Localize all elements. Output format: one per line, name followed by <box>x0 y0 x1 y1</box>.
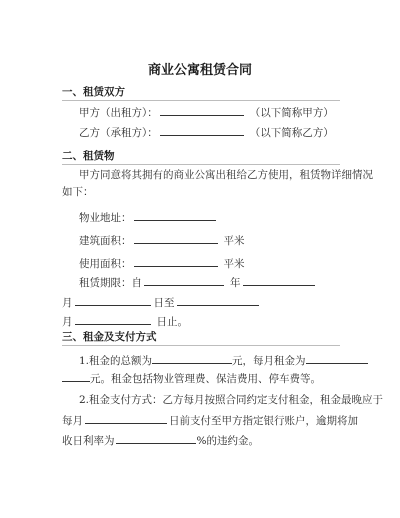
lease-term-line1 <box>79 274 315 290</box>
document-title: 商业公寓租赁合同 <box>147 63 252 78</box>
landlord-label: 甲方（出租方）： <box>79 107 158 119</box>
building-area-line <box>79 232 245 248</box>
start-month-blank <box>243 274 315 286</box>
end-month-text: 月 <box>62 316 73 328</box>
lease-term-line2 <box>62 294 259 310</box>
tenant-line <box>79 124 334 140</box>
usable-area-blank <box>134 255 218 267</box>
property-intro-line1: 甲方同意将其拥有的商业公寓出租给乙方使用，租赁物详细情况 <box>79 169 373 181</box>
rent-monthly-blank <box>306 352 368 364</box>
lease-term-line3 <box>62 313 188 329</box>
penalty-label: 收日利率为 <box>62 435 115 447</box>
section-divider <box>62 345 340 346</box>
end-year-blank <box>177 294 259 306</box>
usable-area-unit: 平米 <box>223 258 245 270</box>
rent-total-label: 1.租金的总额为 <box>79 355 153 367</box>
tenant-label: 乙方（承租方）： <box>79 127 158 139</box>
address-line <box>79 209 216 225</box>
rent-p1-line2 <box>62 370 321 386</box>
rent-includes-text: 元。租金包括物业管理费、保洁费用、停车费等。 <box>90 373 321 385</box>
penalty-rate-blank <box>116 432 196 444</box>
rent-p2-line1: 2.租金支付方式：乙方每月按照合同约定支付租金，租金最晚应于 <box>79 394 384 406</box>
rent-p2-line2 <box>62 412 358 428</box>
rent-monthly-blank-cont <box>62 370 90 382</box>
lease-term-label: 租赁期限：自 <box>79 277 142 289</box>
payment-account-text: 日前支付至甲方指定银行账户，逾期将加 <box>169 415 358 427</box>
section-divider <box>62 164 340 165</box>
start-year-blank <box>144 274 224 286</box>
usable-area-label: 使用面积： <box>79 258 132 270</box>
payment-day-blank <box>85 412 167 424</box>
section-heading-parties: 一、租赁双方 <box>62 86 125 98</box>
end-month-blank <box>75 313 151 325</box>
start-day-blank <box>75 294 151 306</box>
property-intro-line2: 如下： <box>62 186 94 198</box>
building-area-label: 建筑面积： <box>79 235 132 247</box>
landlord-blank <box>160 104 244 116</box>
rent-p1-line1 <box>79 352 368 368</box>
landlord-note: （以下简称甲方） <box>249 107 334 119</box>
address-blank <box>134 209 216 221</box>
rent-monthly-label: 元，每月租金为 <box>232 355 306 367</box>
building-area-unit: 平米 <box>223 235 245 247</box>
building-area-blank <box>134 232 218 244</box>
tenant-note: （以下简称乙方） <box>249 127 334 139</box>
year-text: 年 <box>230 277 241 289</box>
landlord-line <box>79 104 334 120</box>
rent-p2-line3 <box>62 432 259 448</box>
penalty-text: %的违约金。 <box>196 435 259 447</box>
tenant-blank <box>160 124 244 136</box>
payment-day-label: 每月 <box>62 415 83 427</box>
month-text: 月 <box>62 297 73 309</box>
section-heading-property: 二、租赁物 <box>62 150 115 162</box>
usable-area-line <box>79 255 245 271</box>
section-heading-rent: 三、租金及支付方式 <box>62 331 157 343</box>
until-text: 日至 <box>153 297 175 309</box>
address-label: 物业地址： <box>79 212 132 224</box>
end-day-text: 日止。 <box>156 316 188 328</box>
rent-total-blank <box>152 352 232 364</box>
section-divider <box>62 100 340 101</box>
